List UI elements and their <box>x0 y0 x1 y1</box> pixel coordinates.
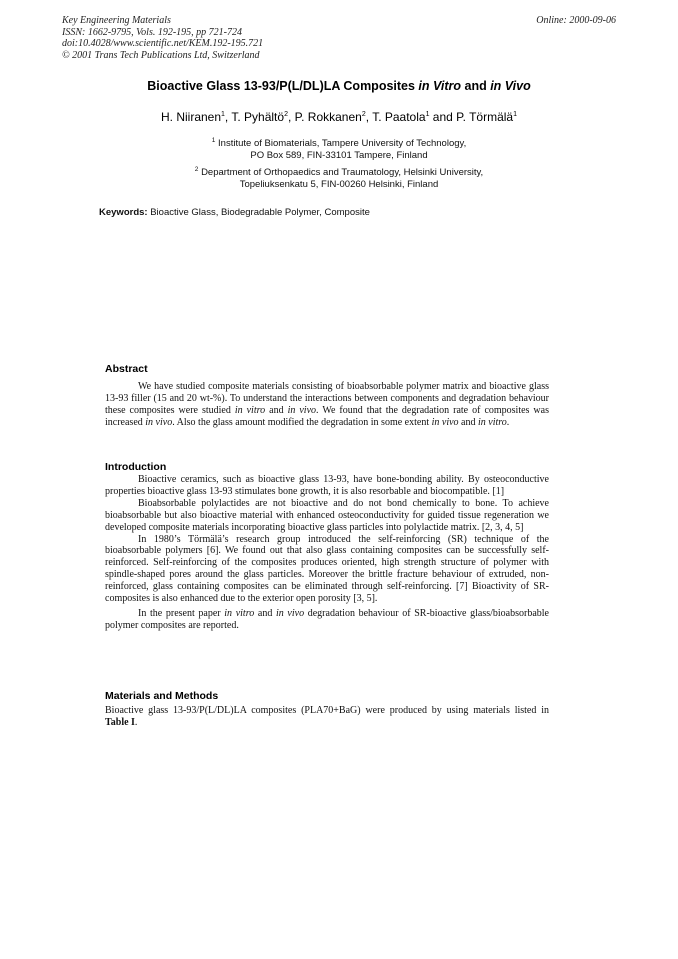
journal-name: Key Engineering Materials <box>62 15 171 26</box>
author-separator: , <box>224 110 232 124</box>
affiliation-2 <box>0 164 678 191</box>
abstract-heading: Abstract <box>105 363 148 375</box>
affiliation-line: PO Box 589, FIN-33101 Tampere, Finland <box>250 150 428 162</box>
affiliation-number: 1 <box>211 137 216 144</box>
keywords <box>99 207 370 218</box>
affiliation-line: Department of Orthopaedics and Traumatology, Helsinki University, <box>201 167 484 179</box>
online-date: Online: 2000-09-06 <box>536 15 616 26</box>
author-name: P. Törmälä <box>456 110 514 124</box>
copyright-line: © 2001 Trans Tech Publications Ltd, Switzerland <box>62 49 260 61</box>
abstract-paragraph: We have studied composite materials consisting of bioabsorbable polymer matrix and bioactive glass 13-93 filler (15 and 20 wt-%). To understand the interactions between components and degradation behaviour these composites were studied in vitro and in vivo. We found that the degradation rate of composites was increased in vivo. Also the glass amount modified the degradation in some extent in vivo and in vitro. <box>105 381 549 428</box>
affiliation-line: Topeliuksenkatu 5, FIN-00260 Helsinki, Finland <box>239 179 439 191</box>
intro-paragraph: In the present paper in vitro and in vivo degradation behaviour of SR-bioactive glass/bioabsorbable polymer composites are reported. <box>105 607 549 631</box>
intro-paragraph: Bioactive ceramics, such as bioactive glass 13-93, have bone-bonding ability. By osteoconductive properties bioactive glass 13-93 stimulates bone growth, it is also resorbable and biocompatible. [1] <box>105 474 549 497</box>
issn-line: ISSN: 1662-9795, Vols. 192-195, pp 721-724 <box>62 26 242 38</box>
author-list <box>0 110 678 124</box>
author-affiliation-mark: 2 <box>361 111 366 118</box>
affiliation-number: 2 <box>194 166 199 173</box>
intro-paragraph: Bioabsorbable polylactides are not bioactive and do not bond chemically to bone. To achieve bioabsorbable but also bioactive material with enhanced osteoconductivity for guided tissue regeneration we developed composite materials incorporating bioactive glass particles into polylactide matrix. [2, 3, 4, 5] <box>105 497 549 533</box>
paper-title <box>0 79 678 93</box>
keywords-label: Keywords: <box>99 207 148 218</box>
author-name: H. Niiranen <box>160 110 222 124</box>
author-affiliation-mark: 1 <box>425 111 430 118</box>
methods-body <box>105 705 549 729</box>
affiliation-line: Institute of Biomaterials, Tampere University of Technology, <box>218 138 467 150</box>
author-affiliation-mark: 1 <box>513 111 517 118</box>
title-and: and <box>461 79 491 93</box>
author-name: T. Pyhältö <box>231 110 285 124</box>
author-separator: , <box>365 110 373 124</box>
table-reference: Table I <box>105 716 135 728</box>
author-name: P. Rokkanen <box>294 110 362 124</box>
title-text: Bioactive Glass 13-93/P(L/DL)LA Composites <box>147 79 419 93</box>
introduction-body <box>105 474 549 632</box>
title-in-vitro: in Vitro <box>418 79 462 93</box>
title-in-vivo: in Vivo <box>490 79 531 93</box>
abstract-body <box>105 381 549 429</box>
methods-heading: Materials and Methods <box>105 690 219 702</box>
author-affiliation-mark: 2 <box>284 111 288 118</box>
affiliation-1 <box>0 135 678 162</box>
author-separator: and <box>429 110 457 124</box>
author-separator: , <box>287 110 295 124</box>
publication-info <box>62 15 362 61</box>
author-name: T. Paatola <box>372 110 426 124</box>
methods-paragraph: Bioactive glass 13-93/P(L/DL)LA composites (PLA70+BaG) were produced by using materials listed in Table I. <box>105 705 549 728</box>
author-affiliation-mark: 1 <box>221 111 225 118</box>
keywords-text: Bioactive Glass, Biodegradable Polymer, Composite <box>147 207 370 218</box>
introduction-heading: Introduction <box>105 461 167 473</box>
intro-paragraph: In 1980’s Törmälä’s research group introduced the self-reinforcing (SR) technique of the bioabsorbable polymers [6]. We found out that also glass containing composites can be successfully self-reinforced. Self-reinforcing of the composites produces oriented, high strength structure of polymer with spindle-shaped pores around the glass particles. Moreover the brittle fracture behaviour of extruded, non-reinforced, glass containing composites can be eliminated through self-reinforcing. [7] Bioactivity of SR-composites is also enhanced due to the exterior open porosity [3, 5]. <box>105 533 549 605</box>
doi-line: doi:10.4028/www.scientific.net/KEM.192-195.721 <box>62 38 264 49</box>
